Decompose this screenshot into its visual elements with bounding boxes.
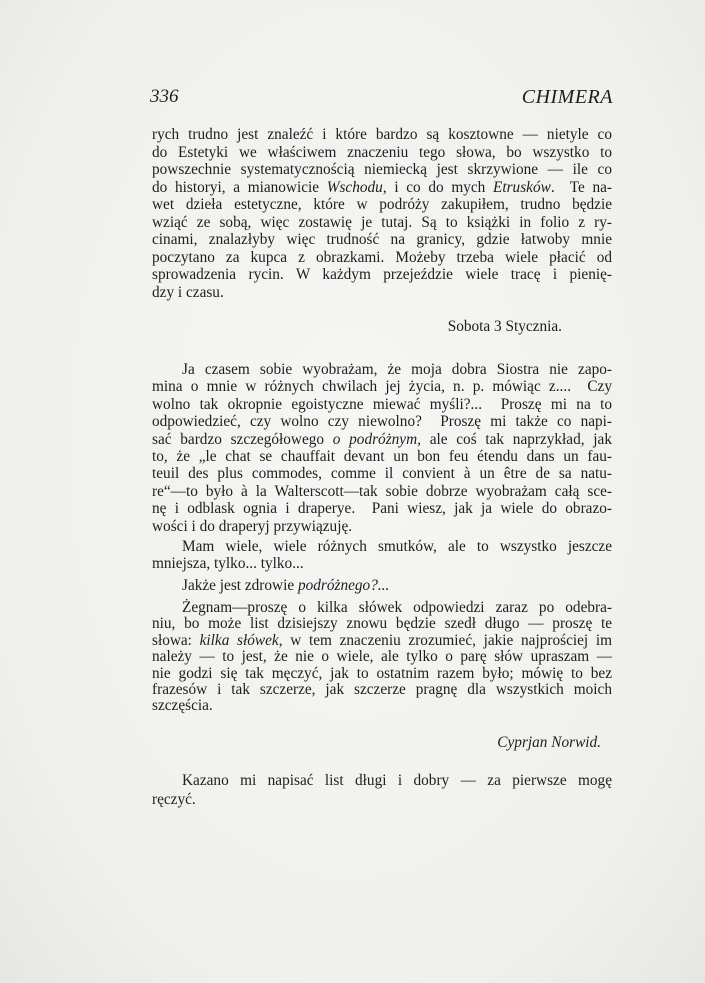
text-line <box>152 396 612 413</box>
text-line <box>182 361 612 378</box>
text-segment: wet dzieła estetyczne, które w podróży zakupiłem, trudno będzie <box>152 196 612 213</box>
text-segment: . Te na- <box>550 178 612 196</box>
text-line <box>152 249 612 266</box>
text-segment: rych trudno jest znaleźć i które bardzo są kosztowne — nietyle co <box>152 126 612 143</box>
text-segment: wolno tak okropnie egoistyczne miewać myśli?... Proszę mi na to <box>152 395 612 413</box>
text-line <box>152 681 612 698</box>
text-line <box>152 179 612 196</box>
text-segment: to, że „le chat se chauffait devant un bon feu étendu dans un fau- <box>152 448 612 465</box>
text-line <box>152 266 612 283</box>
text-line <box>182 538 612 555</box>
text-segment: , i co do mych <box>382 178 494 196</box>
text-line <box>152 413 612 430</box>
text-segment: słowa: <box>152 631 200 649</box>
text-segment: ręczyć. <box>152 790 196 808</box>
text-line <box>152 126 612 143</box>
text-segment: odpowiedzieć, czy wolno czy niewolno? Proszę mi także co napi- <box>152 413 612 431</box>
date-line: Sobota 3 Stycznia. <box>447 318 562 335</box>
text-segment: do historyi, a mianowicie <box>152 178 327 196</box>
italic-text: Etrusków <box>493 178 551 196</box>
text-segment: szczęścia. <box>152 697 213 715</box>
text-line <box>152 448 612 465</box>
text-line <box>152 518 612 535</box>
text-segment: poczytano za kupca z obrazkami. Możeby trzeba wiele płacić od <box>152 248 612 266</box>
text-segment: nę i odblask ognia i draperye. Pani wiesz, jak ja wiele do obrazo- <box>152 500 612 518</box>
text-segment: re“—to było à la Walterscott—tak sobie dobrze wyobrażam całą sce- <box>152 482 612 500</box>
text-line <box>152 632 612 649</box>
italic-text: Wschodu <box>326 178 383 196</box>
text-segment: dzy i czasu. <box>152 283 224 301</box>
text-segment: sać bardzo szczegółowego <box>152 430 333 448</box>
text-line <box>182 577 612 594</box>
text-segment: wości i do draperyj przywiązuję. <box>152 517 353 535</box>
text-line <box>152 465 612 482</box>
text-segment: do Estetyki we właściwem znaczeniu tego słowa, bo wszystko to <box>152 143 612 161</box>
page-number: 336 <box>150 86 179 107</box>
text-segment: wziąć ze sobą, więc zostawię je tutaj. Są to książki in folio z ry- <box>152 213 612 231</box>
text-segment: sprowadzenia rycin. W każdym przejeździe wiele tracę i pienię- <box>152 266 612 283</box>
text-line <box>152 555 612 572</box>
text-segment: Ja czasem sobie wyobrażam, że moja dobra Siostra nie zapo- <box>182 361 612 378</box>
text-line <box>152 791 612 808</box>
text-segment: Kazano mi napisać list długi i dobry — za pierwsze mogę <box>182 772 612 789</box>
text-line <box>152 144 612 161</box>
text-segment: należy — to jest, że nie o wiele, ale tylko o parę słów upraszam — <box>152 648 612 666</box>
text-segment: mniejsza, tylko... tylko... <box>152 555 304 573</box>
text-line <box>152 615 612 632</box>
italic-text: o podróżnym, <box>332 430 421 448</box>
text-segment: frazesów i tak szczerze, jak szczerze pragnę dla wszystkich moich <box>152 681 612 698</box>
text-line <box>152 697 612 714</box>
text-segment: cinami, znalazłyby więc trudność na granicy, gdzie łatwoby mnie <box>152 231 612 248</box>
text-segment: mina o mnie w różnych chwilach jej życia, n. p. mówiąc z.... Czy <box>152 378 612 396</box>
text-line <box>152 648 612 665</box>
text-line <box>182 772 612 789</box>
text-line <box>152 483 612 500</box>
text-line <box>152 378 612 395</box>
text-line <box>152 431 612 448</box>
text-segment: w tem znaczeniu zrozumieć, jakie najprościej im <box>282 631 612 649</box>
text-segment: nie godzi się tak męczyć, jak to ostatnim razem było; mówię to bez <box>152 664 612 682</box>
italic-text: kilka słówek, <box>199 631 283 649</box>
text-line <box>152 665 612 682</box>
text-segment: ale coś tak naprzykład, jak <box>420 430 612 448</box>
text-line <box>152 284 612 301</box>
text-segment: teuil des plus commodes, comme il convient à un être de sa natu- <box>152 465 612 483</box>
text-line <box>182 599 612 616</box>
running-title: CHIMERA <box>521 86 613 108</box>
text-segment: Żegnam—proszę o kilka słówek odpowiedzi zaraz po odebra- <box>182 599 612 616</box>
text-segment: niu, bo może list dzisiejszy znowu będzie szedł długo — proszę te <box>152 615 612 633</box>
text-line <box>152 214 612 231</box>
text-line <box>152 196 612 213</box>
text-segment: Mam wiele, wiele różnych smutków, ale to wszystko jeszcze <box>182 538 612 555</box>
text-segment: Jakże jest zdrowie <box>182 577 298 594</box>
signature: Cyprjan Norwid. <box>497 734 601 751</box>
text-line <box>152 161 612 178</box>
italic-text: podróżnego?... <box>297 577 390 594</box>
text-line <box>152 500 612 517</box>
text-line <box>152 231 612 248</box>
text-segment: powszechnie systematycznością niemiecką jest skrzywione — ile co <box>152 161 612 178</box>
